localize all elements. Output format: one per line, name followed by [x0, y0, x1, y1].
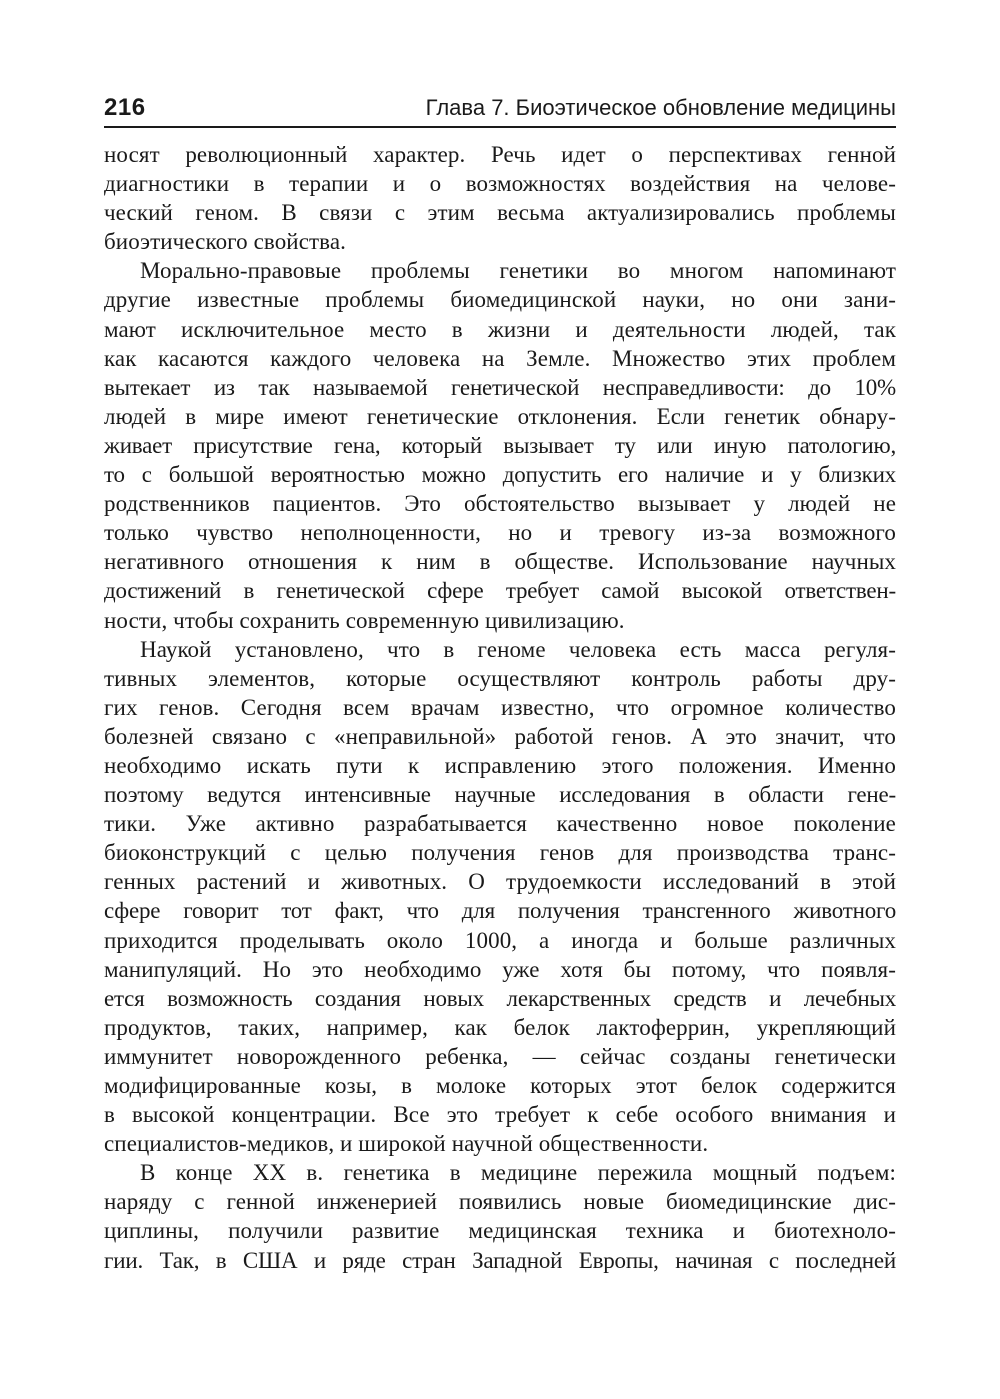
- text-line: тивных элементов, которые осуществляют контроль работы дру-: [104, 665, 896, 691]
- text-line: диагностики в терапии и о возможностях воздействия на челове-: [104, 171, 896, 197]
- text-line: наряду с генной инженерией появились новые биомедицинские дис-: [104, 1189, 896, 1215]
- text-line: другие известные проблемы биомедицинской науки, но они зани-: [104, 287, 896, 313]
- text-line: людей в мире имеют генетические отклонения. Если генетик обнару-: [104, 403, 896, 429]
- text-line: как касаются каждого человека на Земле. Множество этих проблем: [104, 345, 896, 371]
- text-line: носят революционный характер. Речь идет о перспективах генной: [104, 142, 896, 167]
- text-line: поэтому ведутся интенсивные научные исследования в области гене-: [104, 782, 896, 808]
- paragraph-2: [104, 256, 896, 634]
- page-number: 216: [104, 94, 146, 121]
- paragraph-4: [104, 1158, 896, 1274]
- text-line: Наукой установлено, что в геноме человека есть масса регуля-: [140, 636, 896, 662]
- text-line: ется возможность создания новых лекарственных средств и лечебных: [104, 985, 896, 1011]
- text-line: живает присутствие гена, который вызывает ту или иную патологию,: [104, 432, 896, 458]
- text-line: В конце XX в. генетика в медицине пережила мощный подъем:: [140, 1160, 896, 1186]
- text-line: достижений в генетической сфере требует самой высокой ответствен-: [104, 578, 896, 604]
- text-line: гии. Так, в США и ряде стран Западной Европы, начиная с последней: [104, 1247, 896, 1273]
- text-line: манипуляций. Но это необходимо уже хотя бы потому, что появля-: [104, 956, 896, 982]
- body-text: [104, 140, 896, 1275]
- text-line: необходимо искать пути к исправлению этого положения. Именно: [104, 752, 896, 778]
- text-line: генных растений и животных. О трудоемкости исследований в этой: [104, 869, 896, 895]
- text-line: биоконструкций с целью получения генов для производства транс-: [104, 840, 896, 866]
- text-line: продуктов, таких, например, как белок лактоферрин, укрепляющий: [104, 1014, 896, 1040]
- text-line: негативного отношения к ним в обществе. Использование научных: [104, 549, 896, 575]
- running-head: Глава 7. Биоэтическое обновление медицины: [425, 95, 896, 120]
- text-line: в высокой концентрации. Все это требует к себе особого внимания и: [104, 1102, 896, 1128]
- text-line: вытекает из так называемой генетической несправедливости: до 10%: [104, 374, 896, 400]
- text-line: ности, чтобы сохранить современную цивилизацию.: [104, 607, 625, 633]
- text-line: модифицированные козы, в молоке которых этот белок содержится: [104, 1073, 896, 1098]
- text-line: только чувство неполноценности, но и тревогу из-за возможного: [104, 520, 896, 546]
- text-line: то с большой вероятностью можно допустить его наличие и у близких: [104, 462, 896, 488]
- text-line: родственников пациентов. Это обстоятельство вызывает у людей не: [104, 491, 896, 517]
- text-line: мают исключительное место в жизни и деятельности людей, так: [104, 316, 896, 342]
- text-line: ческий геном. В связи с этим весьма актуализировались проблемы: [104, 200, 896, 226]
- text-line: гих генов. Сегодня всем врачам известно, что огромное количество: [104, 694, 896, 720]
- paragraph-1: [104, 140, 896, 256]
- text-line: тики. Уже активно разрабатывается качественно новое поколение: [104, 811, 896, 837]
- text-line: Морально-правовые проблемы генетики во многом напоминают: [140, 258, 896, 284]
- text-line: специалистов-медиков, и широкой научной общественности.: [104, 1131, 709, 1157]
- text-line: болезней связано с «неправильной» работой генов. А это значит, что: [104, 723, 896, 749]
- text-line: биоэтического свойства.: [104, 229, 346, 255]
- text-line: иммунитет новорожденного ребенка, — сейчас созданы генетически: [104, 1043, 896, 1069]
- page-header: [104, 92, 896, 128]
- text-line: сфере говорит тот факт, что для получения трансгенного животного: [104, 898, 896, 924]
- text-line: приходится проделывать около 1000, а иногда и больше различных: [104, 927, 896, 953]
- text-line: циплины, получили развитие медицинская техника и биотехноло-: [104, 1218, 896, 1244]
- paragraph-3: [104, 635, 896, 1159]
